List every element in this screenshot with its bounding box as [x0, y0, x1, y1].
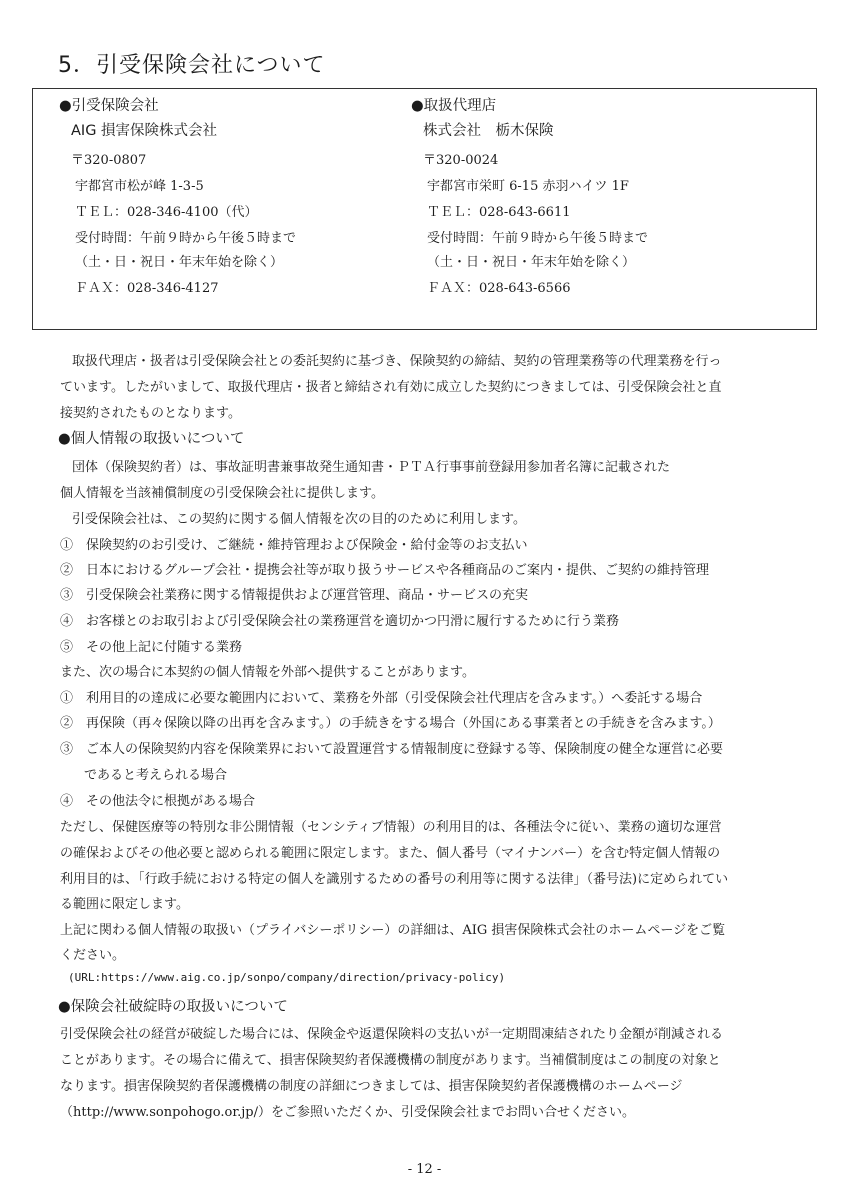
- agency-hours: 受付時間：午前９時から午後５時まで: [427, 231, 649, 246]
- section-title: 5．引受保険会社について: [58, 53, 326, 78]
- sensitive-line: の確保およびその他必要と認められる範囲に限定します。また、個人番号（マイナンバー）を含む特定個人情報の: [60, 846, 721, 861]
- bankruptcy-heading: ●保険会社破綻時の取扱いについて: [58, 999, 288, 1015]
- agency-zip: 〒320-0024: [423, 153, 499, 168]
- agency-address: 宇都宮市栄町 6-15 赤羽ハイツ 1F: [427, 179, 629, 194]
- sensitive-line: ただし、保健医療等の特別な非公開情報（センシティブ情報）の利用目的は、各種法令に従い、業務の適切な運営: [60, 820, 722, 835]
- contact-box: [32, 88, 817, 330]
- privacy-heading: ●個人情報の取扱いについて: [58, 431, 245, 447]
- intro-line: 取扱代理店・扱者は引受保険会社との委託契約に基づき、保険契約の締結、契約の管理業務等の代理業務を行っ: [72, 354, 722, 369]
- case-item: ① 利用目的の達成に必要な範囲内において、業務を外部（引受保険会社代理店を含みます。）へ委託する場合: [60, 691, 703, 706]
- agency-fax: ＦＡＸ：028-643-6566: [427, 281, 571, 296]
- privacy-paragraph: 引受保険会社は、この契約に関する個人情報を次の目的のために利用します。: [72, 512, 526, 527]
- sensitive-line: 利用目的は、｢行政手続における特定の個人を識別するための番号の利用等に関する法律｣（番号法)に定められてい: [60, 872, 729, 887]
- insurer-zip: 〒320-0807: [71, 153, 147, 168]
- agency-closed: （土・日・祝日・年末年始を除く）: [427, 255, 636, 270]
- insurer-tel: ＴＥＬ：028-346-4100（代）: [75, 205, 258, 220]
- bankruptcy-line: （http://www.sonpohogo.or.jp/）をご参照いただくか、引受保険会社までお問い合せください。: [60, 1105, 636, 1120]
- insurer-address: 宇都宮市松が峰 1-3-5: [75, 179, 204, 194]
- insurer-heading: ●引受保険会社: [59, 98, 159, 114]
- purpose-item: ② 日本におけるグループ会社・提携会社等が取り扱うサービスや各種商品のご案内・提供、ご契約の維持管理: [60, 563, 709, 578]
- privacy-policy-url: (URL:https://www.aig.co.jp/sonpo/company/direction/privacy-policy): [68, 971, 506, 984]
- insurer-fax: ＦＡＸ：028-346-4127: [75, 281, 219, 296]
- case-item: ② 再保険（再々保険以降の出再を含みます。）の手続きをする場合（外国にある事業者との手続きを含みます。）: [60, 716, 721, 731]
- policy-line: 上記に関わる個人情報の取扱い（プライバシーポリシー）の詳細は、AIG 損害保険株式会社のホームページをご覧: [60, 923, 726, 938]
- agency-heading: ●取扱代理店: [411, 98, 497, 114]
- policy-line: ください。: [60, 948, 126, 963]
- purpose-item: ⑤ その他上記に付随する業務: [60, 640, 243, 655]
- case-item: ③ ご本人の保険契約内容を保険業界において設置運営する情報制度に登録する等、保険制度の健全な運営に必要: [60, 742, 724, 757]
- case-item: ④ その他法令に根拠がある場合: [60, 794, 256, 809]
- case-item-continued: であると考えられる場合: [84, 768, 228, 783]
- privacy-paragraph: 個人情報を当該補償制度の引受保険会社に提供します。: [60, 486, 384, 501]
- privacy-paragraph: 団体（保険契約者）は、事故証明書兼事故発生通知書・ＰＴＡ行事事前登録用参加者名簿に記載された: [72, 460, 671, 475]
- bankruptcy-line: 引受保険会社の経営が破綻した場合には、保険金や返還保険料の支払いが一定期間凍結されたり金額が削減される: [60, 1027, 724, 1042]
- insurer-hours: 受付時間：午前９時から午後５時まで: [75, 231, 297, 246]
- sensitive-line: る範囲に限定します。: [60, 897, 189, 912]
- purpose-item: ④ お客様とのお取引および引受保険会社の業務運営を適切かつ円滑に履行するために行う業務: [60, 614, 620, 629]
- bankruptcy-line: なります。損害保険契約者保護機構の制度の詳細につきましては、損害保険契約者保護機構のホームページ: [60, 1079, 683, 1094]
- agency-tel: ＴＥＬ：028-643-6611: [427, 205, 571, 220]
- privacy-paragraph: また、次の場合に本契約の個人情報を外部へ提供することがあります。: [60, 665, 475, 680]
- intro-line: ています。したがいまして、取扱代理店・扱者と締結され有効に成立した契約につきましては、引受保険会社と直: [60, 380, 722, 395]
- purpose-item: ① 保険契約のお引受け、ご継続・維持管理および保険金・給付金等のお支払い: [60, 538, 528, 553]
- bankruptcy-line: ことがあります。その場合に備えて、損害保険契約者保護機構の制度があります。当補償制度はこの制度の対象と: [60, 1053, 721, 1068]
- agency-company: 株式会社 栃木保険: [423, 123, 554, 139]
- insurer-closed: （土・日・祝日・年末年始を除く）: [75, 255, 284, 270]
- page-number: - 12 -: [407, 1162, 442, 1177]
- purpose-item: ③ 引受保険会社業務に関する情報提供および運営管理、商品・サービスの充実: [60, 588, 529, 603]
- insurer-company: AIG 損害保険株式会社: [71, 123, 218, 139]
- intro-line: 接契約されたものとなります。: [60, 406, 241, 421]
